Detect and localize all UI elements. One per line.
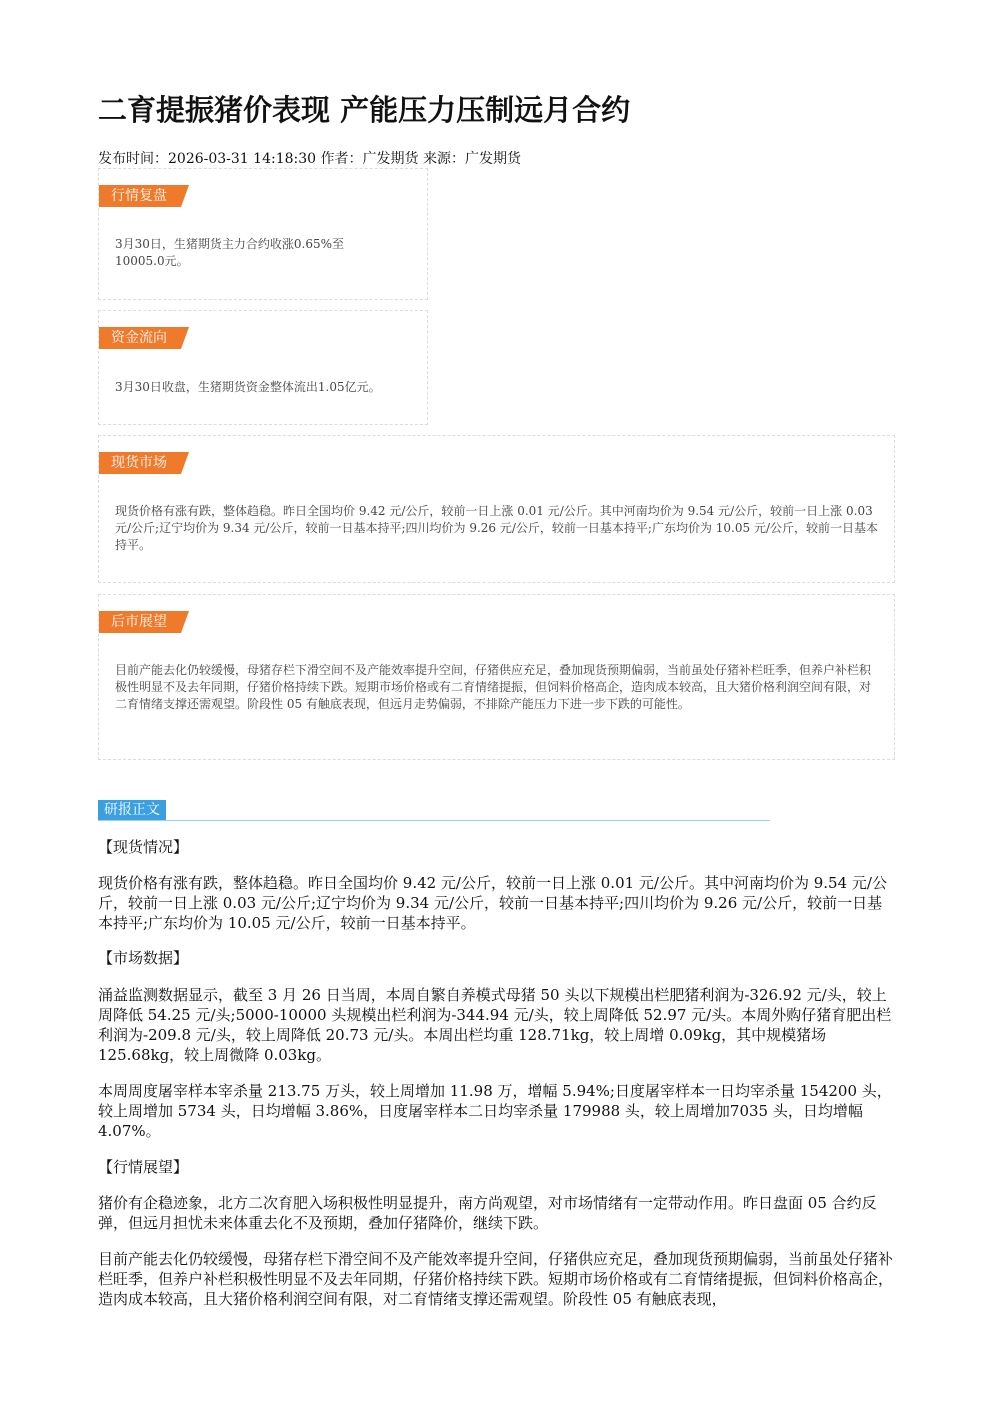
paragraph-market-data-1: 涌益监测数据显示，截至 3 月 26 日当周，本周自繁自养模式母猪 50 头以下规模出栏肥猪利润为-326.92 元/头，较上周降低 54.25 元/头;5000-10000 头规模出栏利润为-344.94 元/头，较上周降低 52.97 元/头。本周外购仔猪育肥出栏利润为-209.8 元/头，较上周降低 20.73 元/头。本周出栏均重 128.71kg，较上周增 0.09kg，其中规模猪场 125.68kg，较上周微降 0.03kg。 [98, 986, 892, 1064]
outlook-text: 目前产能去化仍较缓慢，母猪存栏下滑空间不及产能效率提升空间，仔猪供应充足，叠加现货预期偏弱，当前虽处仔猪补栏旺季，但养户补栏积极性明显不及去年同期，仔猪价格持续下跌。短期市场价格或有二育情绪提振，但饲料价格高企，造肉成本较高，且大猪价格利润空间有限，对二育情绪支撑还需观望。阶段性 05 有触底表现，但远月走势偏弱，不排除产能压力下进一步下跌的可能性。 [115, 663, 872, 711]
market-review-text: 3月30日，生猪期货主力合约收涨0.65%至10005.0元。 [115, 237, 345, 268]
heading-spot-situation: 【现货情况】 [98, 838, 189, 856]
report-body-header [98, 800, 770, 821]
summary-box-spot-market [98, 435, 895, 583]
summary-box-fund-flow [98, 310, 428, 425]
summary-box-market-review [98, 168, 428, 300]
paragraph-market-data-2: 本周周度屠宰样本宰杀量 213.75 万头，较上周增加 11.98 万，增幅 5.94%;日度屠宰样本一日均宰杀量 154200 头，较上周增加 5734 头，日均增幅 3.86%，日度屠宰样本二日均宰杀量 179988 头，较上周增加7035 头，日均增幅 4.07%。 [98, 1082, 892, 1140]
fund-flow-text: 3月30日收盘，生猪期货资金整体流出1.05亿元。 [115, 380, 381, 394]
heading-outlook: 【行情展望】 [98, 1158, 189, 1176]
tag-outlook: 后市展望 [99, 611, 181, 633]
tag-fund-flow: 资金流向 [99, 327, 181, 349]
heading-market-data: 【市场数据】 [98, 949, 189, 967]
article-title: 二育提振猪价表现 产能压力压制远月合约 [98, 93, 631, 127]
paragraph-spot-situation: 现货价格有涨有跌，整体趋稳。昨日全国均价 9.42 元/公斤，较前一日上涨 0.01 元/公斤。其中河南均价为 9.54 元/公斤，较前一日上涨 0.03 元/公斤;辽宁均价为 9.34 元/公斤，较前一日基本持平;四川均价为 9.26 元/公斤，较前一日基本持平;广东均价为 10.05 元/公斤，较前一日基本持平。 [98, 874, 887, 932]
paragraph-outlook-2: 目前产能去化仍较缓慢，母猪存栏下滑空间不及产能效率提升空间，仔猪供应充足，叠加现货预期偏弱，当前虽处仔猪补栏旺季，但养户补栏积极性明显不及去年同期，仔猪价格持续下跌。短期市场价格或有二育情绪提振，但饲料价格高企，造肉成本较高，且大猪价格利润空间有限，对二育情绪支撑还需观望。阶段性 05 有触底表现， [98, 1250, 894, 1308]
tag-spot-market: 现货市场 [99, 452, 181, 474]
summary-box-outlook [98, 594, 895, 760]
report-body-label: 研报正文 [98, 800, 166, 820]
tag-market-review: 行情复盘 [99, 185, 181, 207]
publish-meta: 发布时间：2026-03-31 14:18:30 作者：广发期货 来源：广发期货 [98, 151, 521, 167]
paragraph-outlook-1: 猪价有企稳迹象，北方二次育肥入场积极性明显提升，南方尚观望，对市场情绪有一定带动作用。昨日盘面 05 合约反弹，但远月担忧未来体重去化不及预期，叠加仔猪降价，继续下跌。 [98, 1194, 877, 1232]
spot-market-text: 现货价格有涨有跌，整体趋稳。昨日全国均价 9.42 元/公斤，较前一日上涨 0.01 元/公斤。其中河南均价为 9.54 元/公斤，较前一日上涨 0.03 元/公斤;辽宁均价为 9.34 元/公斤，较前一日基本持平;四川均价为 9.26 元/公斤，较前一日基本持平;广东均价为 10.05 元/公斤，较前一日基本持平。 [115, 504, 878, 552]
